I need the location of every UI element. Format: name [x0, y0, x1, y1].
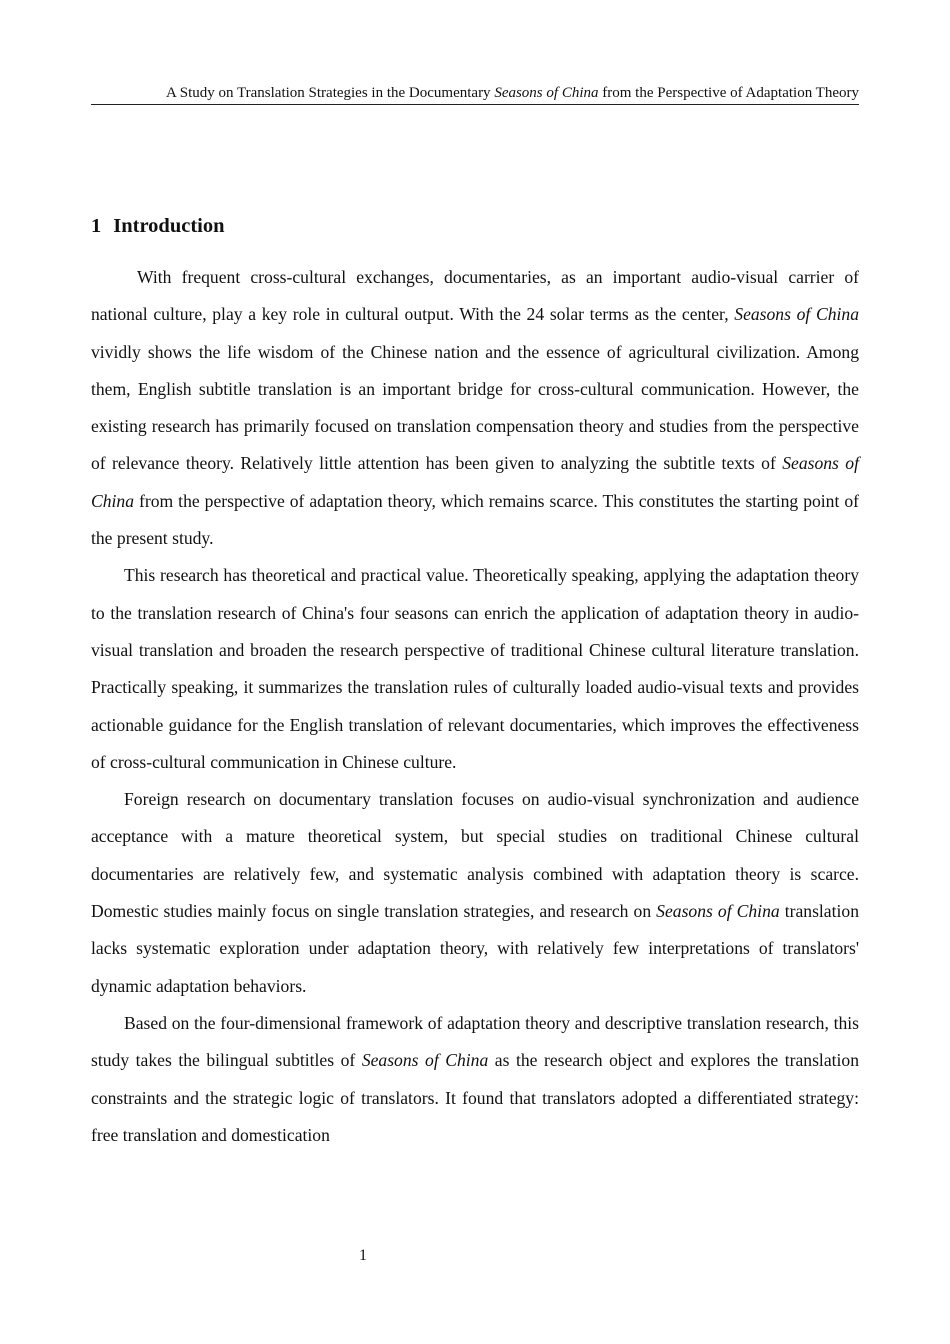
italic-title: Seasons of China — [361, 1050, 489, 1071]
section-heading — [91, 212, 225, 240]
section-title: Introduction — [113, 215, 225, 237]
header-text-pre: A Study on Translation Strategies in the Documentary — [166, 85, 495, 101]
paragraph — [91, 557, 859, 781]
paragraph-text: With frequent cross-cultural exchanges, documentaries, as an important audio-visual carrier of national culture, play a key role in cultural output. With the 24 solar terms as the center, — [91, 267, 859, 325]
paragraph-text: as the research object and explores the translation constraints and the strategic logic of translators. It found that translators adopted a differentiated strategy: free translation and domestication — [91, 1050, 860, 1145]
paragraph — [91, 1005, 859, 1154]
paragraph — [91, 781, 859, 1005]
paragraph-text: Based on the four-dimensional framework of adaptation theory and descriptive translation research, this study takes the bilingual subtitles of — [91, 1012, 859, 1071]
header-title-italic: Seasons of China — [494, 85, 599, 101]
paragraph-text: from the perspective of adaptation theory, which remains scarce. This constitutes the starting point of the present study. — [91, 490, 859, 549]
running-header — [91, 84, 859, 105]
paragraph-text: Foreign research on documentary translation focuses on audio-visual synchronization and audience acceptance with a mature theoretical system, but special studies on traditional Chinese cultural documentaries are relatively few, and systematic analysis combined with adaptation theory is scarce. Domestic studies mainly focus on single translation strategies, and research on — [91, 789, 859, 922]
italic-title: Seasons of China — [734, 304, 859, 325]
paragraph-text: vividly shows the life wisdom of the Chinese nation and the essence of agricultural civilization. Among them, English subtitle translation is an important bridge for cross-cultural communication. However, the existing research has primarily focused on translation compensation theory and studies from the perspective of relevance theory. Relatively little attention has been given to analyzing the subtitle texts of — [91, 341, 859, 474]
paragraph — [91, 259, 859, 557]
body-text — [91, 259, 859, 1154]
italic-title: Seasons of China — [91, 453, 859, 511]
italic-title: Seasons of China — [656, 901, 780, 922]
paragraph-text: This research has theoretical and practical value. Theoretically speaking, applying the adaptation theory to the translation research of China's four seasons can enrich the application of adaptation theory in audio-visual translation and broaden the research perspective of traditional Chinese cultural literature translation. Practically speaking, it summarizes the translation rules of culturally loaded audio-visual texts and provides actionable guidance for the English translation of relevant documentaries, which improves the effectiveness of cross-cultural communication in Chinese culture. — [91, 565, 859, 772]
header-text-post: from the Perspective of Adaptation Theory — [598, 85, 859, 101]
section-number: 1 — [91, 215, 102, 237]
paragraph-text: translation lacks systematic exploration under adaptation theory, with relatively few interpretations of translators' dynamic adaptation behaviors. — [91, 901, 859, 996]
page-number: 1 — [359, 1247, 367, 1264]
